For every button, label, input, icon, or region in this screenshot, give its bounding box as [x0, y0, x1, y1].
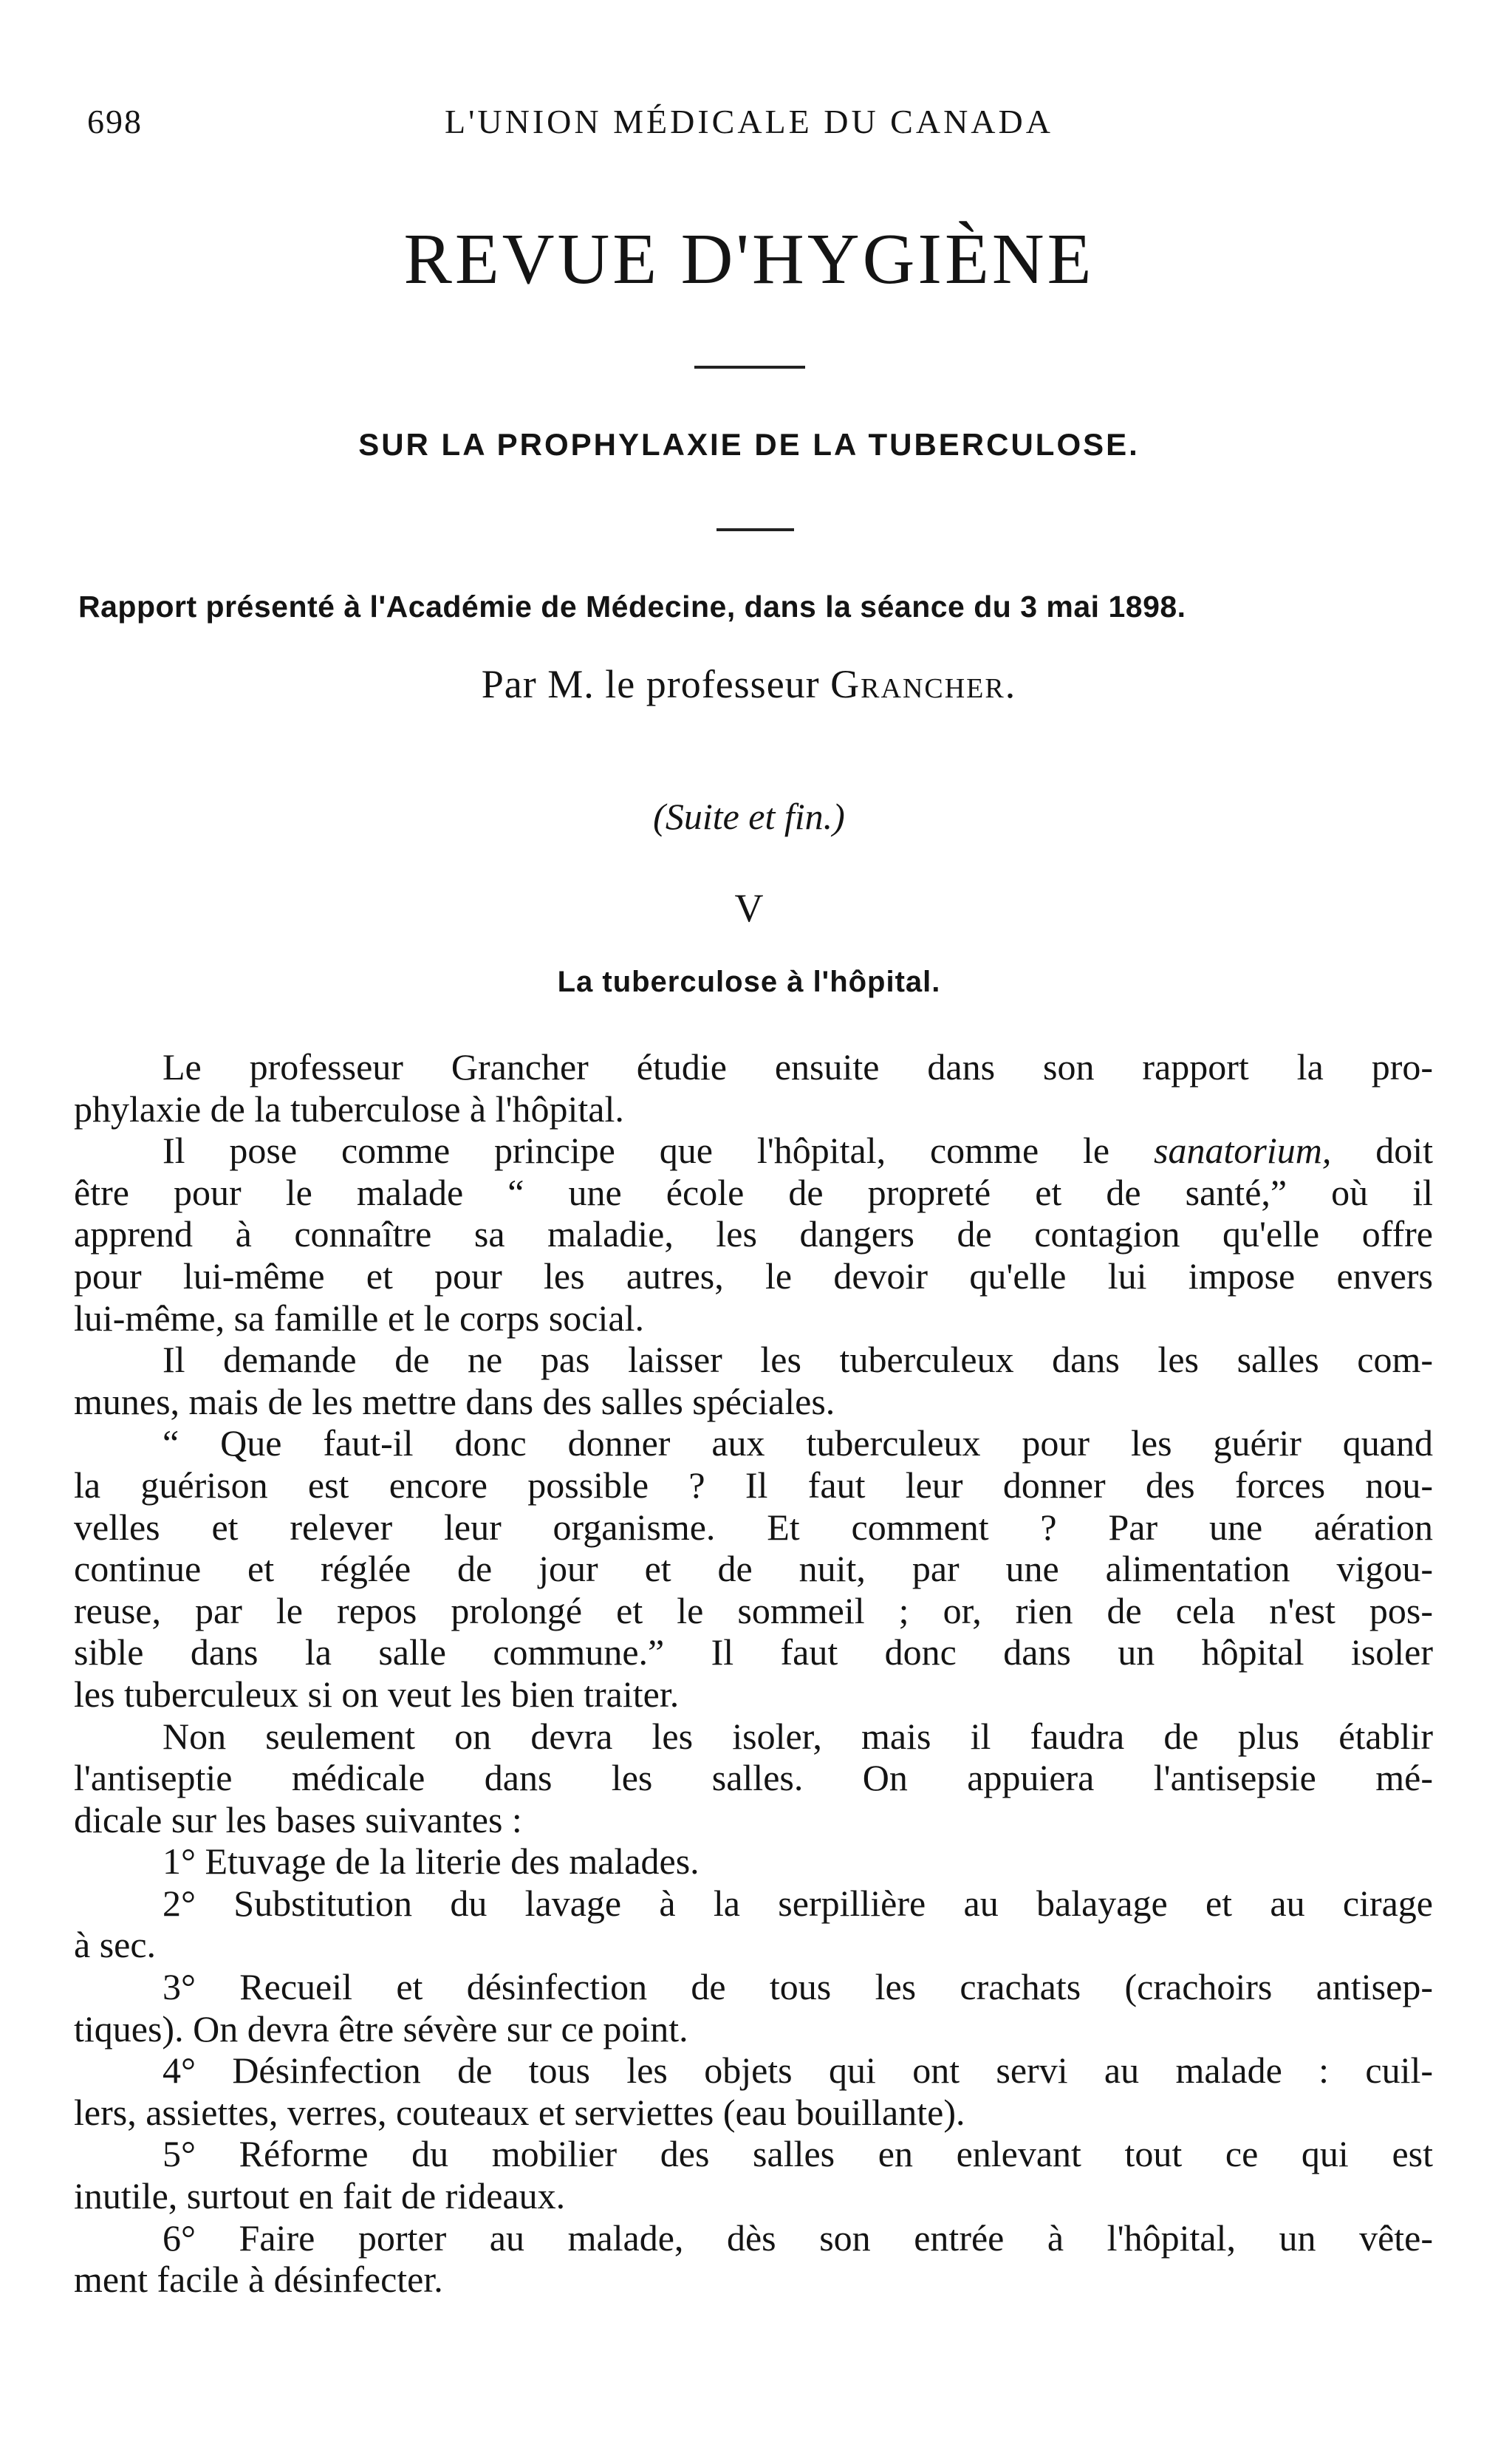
- text-line: Il demande de ne pas laisser les tuberculeux dans les salles com-: [163, 1339, 1433, 1381]
- text-line: [74, 1130, 1433, 1172]
- text-line: lui-même, sa famille et le corps social.: [74, 1297, 644, 1339]
- continuation-note: (Suite et fin.): [653, 796, 845, 837]
- text-line: inutile, surtout en fait de rideaux.: [74, 2175, 566, 2217]
- text-line: Le professeur Grancher étudie ensuite dans son rapport la pro-: [163, 1046, 1433, 1088]
- text-line: “ Que faut-il donc donner aux tuberculeux pour les guérir quand: [163, 1422, 1433, 1464]
- text-fragment: Il pose comme principe que l'hôpital, comme le: [163, 1130, 1110, 1172]
- list-item: 3° Recueil et désinfection de tous les crachats (crachoirs antisep-: [163, 1966, 1433, 2008]
- article-subtitle: SUR LA PROPHYLAXIE DE LA TUBERCULOSE.: [358, 427, 1140, 462]
- body-text: [74, 1046, 1433, 2301]
- text-line: reuse, par le repos prolongé et le sommeil ; or, rien de cela n'est pos-: [74, 1589, 1433, 1631]
- divider-rule: [694, 366, 805, 369]
- divider-rule: [716, 528, 794, 531]
- journal-title: L'UNION MÉDICALE DU CANADA: [445, 103, 1053, 140]
- text-line: à sec.: [74, 1924, 157, 1966]
- text-line: Non seulement on devra les isoler, mais il faudra de plus établir: [163, 1715, 1433, 1757]
- text-line: les tuberculeux si on veut les bien traiter.: [74, 1673, 680, 1715]
- list-item: 1° Etuvage de la literie des malades.: [163, 1840, 700, 1883]
- text-line: velles et relever leur organisme. Et comment ? Par une aération: [74, 1506, 1433, 1548]
- author-name: Grancher.: [830, 662, 1017, 706]
- list-item: 4° Désinfection de tous les objets qui ont servi au malade : cuil-: [163, 2050, 1433, 2092]
- text-line: la guérison est encore possible ? Il faut leur donner des forces nou-: [74, 1464, 1433, 1506]
- text-line: l'antiseptie médicale dans les salles. On appuiera l'antisepsie mé-: [74, 1757, 1433, 1799]
- section-number: V: [734, 886, 764, 930]
- text-line: dicale sur les bases suivantes :: [74, 1798, 522, 1840]
- text-line: apprend à connaître sa maladie, les dangers de contagion qu'elle offre: [74, 1213, 1433, 1255]
- text-line: lers, assiettes, verres, couteaux et serviettes (eau bouillante).: [74, 2091, 965, 2133]
- list-item: 5° Réforme du mobilier des salles en enlevant tout ce qui est: [163, 2133, 1433, 2175]
- text-line: être pour le malade “ une école de propreté et de santé,” où il: [74, 1171, 1433, 1213]
- author-line: [0, 661, 1498, 707]
- text-line: continue et réglée de jour et de nuit, par une alimentation vigou-: [74, 1548, 1433, 1590]
- text-line: sible dans la salle commune.” Il faut donc dans un hôpital isoler: [74, 1631, 1433, 1673]
- text-line: munes, mais de les mettre dans des salles spéciales.: [74, 1380, 835, 1422]
- author-prefix: Par M. le professeur: [481, 662, 820, 706]
- list-item: 2° Substitution du lavage à la serpillière au balayage et au cirage: [163, 1882, 1433, 1924]
- running-head: [74, 102, 1424, 146]
- page-number: 698: [87, 103, 143, 140]
- text-line: ment facile à désinfecter.: [74, 2259, 443, 2301]
- text-line: phylaxie de la tuberculose à l'hôpital.: [74, 1088, 624, 1130]
- text-line: pour lui-même et pour les autres, le devoir qu'elle lui impose envers: [74, 1255, 1433, 1297]
- article-title: REVUE D'HYGIÈNE: [403, 219, 1095, 299]
- report-line: Rapport présenté à l'Académie de Médecine, dans la séance du 3 mai 1898.: [78, 590, 1186, 624]
- text-fragment: doit: [1375, 1130, 1434, 1172]
- text-line: tiques). On devra être sévère sur ce point.: [74, 2007, 688, 2050]
- section-title: La tuberculose à l'hôpital.: [557, 966, 941, 998]
- list-item: 6° Faire porter au malade, dès son entrée à l'hôpital, un vête-: [163, 2216, 1433, 2259]
- italic-term: sanatorium,: [1154, 1130, 1332, 1172]
